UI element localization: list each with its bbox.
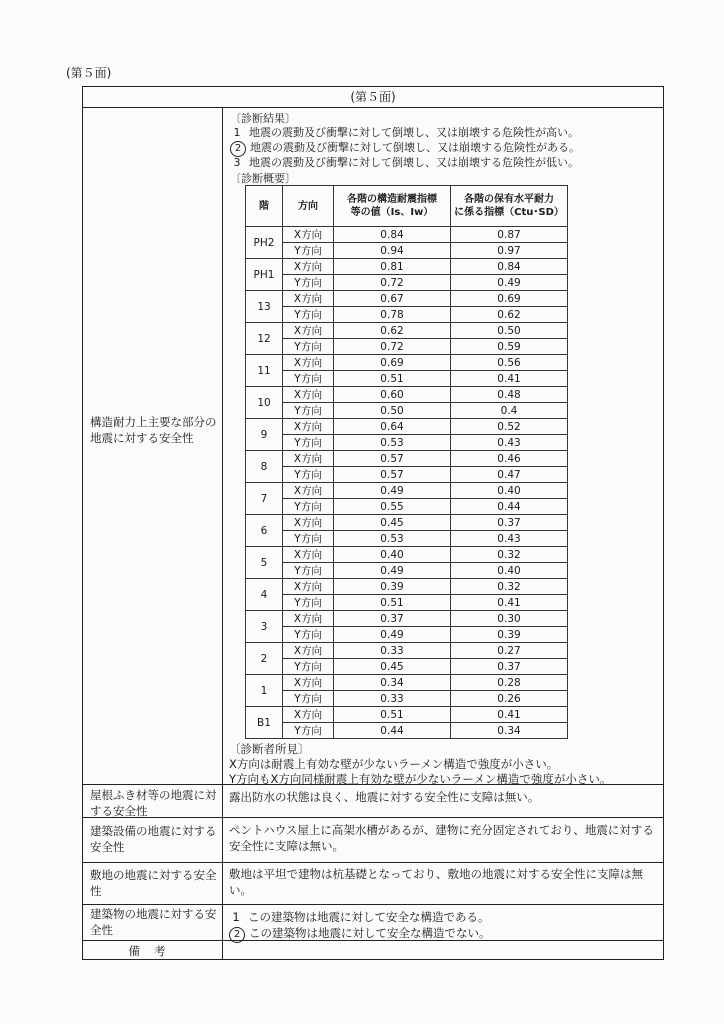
result-item: [230, 156, 579, 170]
cell-y-is: 0.49: [334, 563, 451, 579]
cell-x-dir: X方向: [283, 643, 334, 659]
cell-x-dir: X方向: [283, 483, 334, 499]
floor-cell: B1: [246, 707, 283, 739]
column-divider: [222, 108, 223, 960]
table-row: [246, 643, 568, 659]
table-row: [246, 371, 568, 387]
table-row: [246, 291, 568, 307]
cell-x-is: 0.40: [334, 547, 451, 563]
cell-x-dir: X方向: [283, 707, 334, 723]
site-value: 敷地は平坦で建物は杭基礎となっており、敷地の地震に対する安全性に支障は無い。: [229, 867, 643, 897]
cell-x-ctu: 0.28: [451, 675, 568, 691]
cell-x-ctu: 0.30: [451, 611, 568, 627]
table-row: [246, 435, 568, 451]
cell-x-dir: X方向: [283, 291, 334, 307]
row-divider: [82, 904, 664, 905]
cell-y-is: 0.49: [334, 627, 451, 643]
cell-x-ctu: 0.27: [451, 643, 568, 659]
cell-x-dir: X方向: [283, 355, 334, 371]
floor-cell: 11: [246, 355, 283, 387]
cell-y-is: 0.72: [334, 275, 451, 291]
cell-x-ctu: 0.50: [451, 323, 568, 339]
cell-x-dir: X方向: [283, 451, 334, 467]
floor-cell: 7: [246, 483, 283, 515]
option-mark: 1: [232, 910, 240, 924]
cell-x-ctu: 0.40: [451, 483, 568, 499]
cell-y-dir: Y方向: [283, 339, 334, 355]
cell-y-ctu: 0.37: [451, 659, 568, 675]
cell-y-is: 0.33: [334, 691, 451, 707]
cell-y-dir: Y方向: [283, 243, 334, 259]
table-row: [246, 499, 568, 515]
cell-x-ctu: 0.37: [451, 515, 568, 531]
cell-x-is: 0.37: [334, 611, 451, 627]
opinion-line-1: X方向は耐震上有効な壁が少ないラーメン構造で強度が小さい。: [229, 757, 559, 771]
building-options: [229, 909, 491, 943]
building-option: [229, 925, 491, 943]
cell-x-dir: X方向: [283, 419, 334, 435]
table-row: [246, 339, 568, 355]
table-row: [246, 307, 568, 323]
cell-y-ctu: 0.62: [451, 307, 568, 323]
cell-y-is: 0.94: [334, 243, 451, 259]
cell-y-dir: Y方向: [283, 371, 334, 387]
page-label: (第５面): [66, 66, 112, 80]
cell-y-dir: Y方向: [283, 563, 334, 579]
table-row: [246, 275, 568, 291]
floor-cell: PH1: [246, 259, 283, 291]
diagnosis-table: [245, 185, 568, 739]
cell-y-dir: Y方向: [283, 659, 334, 675]
table-row: [246, 595, 568, 611]
cell-x-dir: X方向: [283, 515, 334, 531]
cell-y-is: 0.72: [334, 339, 451, 355]
floor-cell: PH2: [246, 227, 283, 259]
table-row: [246, 467, 568, 483]
cell-x-ctu: 0.52: [451, 419, 568, 435]
table-row: [246, 419, 568, 435]
cell-x-dir: X方向: [283, 259, 334, 275]
floor-cell: 4: [246, 579, 283, 611]
cell-y-ctu: 0.26: [451, 691, 568, 707]
cell-y-is: 0.51: [334, 371, 451, 387]
header-is: [334, 186, 451, 227]
option-text: この建築物は地震に対して安全な構造である。: [248, 910, 490, 924]
table-row: [246, 531, 568, 547]
cell-x-is: 0.45: [334, 515, 451, 531]
option-text: この建築物は地震に対して安全な構造でない。: [249, 926, 491, 940]
results-heading: 〔診断結果〕: [230, 112, 296, 125]
cell-x-ctu: 0.87: [451, 227, 568, 243]
summary-heading: 〔診断概要〕: [230, 172, 296, 185]
roof-value: 露出防水の状態は良く、地震に対する安全性に支障は無い。: [229, 790, 540, 804]
cell-y-ctu: 0.4: [451, 403, 568, 419]
cell-y-ctu: 0.49: [451, 275, 568, 291]
result-text: 地震の震動及び衝撃に対して倒壊し、又は崩壊する危険性が高い。: [249, 126, 579, 139]
table-row: [246, 515, 568, 531]
table-row: [246, 355, 568, 371]
floor-cell: 12: [246, 323, 283, 355]
cell-x-is: 0.49: [334, 483, 451, 499]
table-row: [246, 403, 568, 419]
cell-y-is: 0.78: [334, 307, 451, 323]
table-row: [246, 563, 568, 579]
cell-x-ctu: 0.41: [451, 707, 568, 723]
table-row: [246, 723, 568, 739]
table-row: [246, 259, 568, 275]
table-row: [246, 227, 568, 243]
cell-y-is: 0.53: [334, 435, 451, 451]
table-row: [246, 707, 568, 723]
cell-y-ctu: 0.44: [451, 499, 568, 515]
option-mark-circled: 2: [229, 927, 245, 943]
cell-x-ctu: 0.56: [451, 355, 568, 371]
cell-y-is: 0.44: [334, 723, 451, 739]
cell-x-is: 0.51: [334, 707, 451, 723]
cell-y-ctu: 0.47: [451, 467, 568, 483]
building-label: 建築物の地震に対する安全性: [90, 907, 217, 937]
cell-y-ctu: 0.41: [451, 371, 568, 387]
cell-x-dir: X方向: [283, 387, 334, 403]
table-row: [246, 451, 568, 467]
cell-x-ctu: 0.46: [451, 451, 568, 467]
cell-x-is: 0.81: [334, 259, 451, 275]
cell-y-ctu: 0.43: [451, 531, 568, 547]
cell-y-dir: Y方向: [283, 499, 334, 515]
cell-x-dir: X方向: [283, 547, 334, 563]
cell-y-dir: Y方向: [283, 723, 334, 739]
header-ctu-line2: に係る指標（Ctu･SD）: [454, 207, 564, 218]
cell-y-dir: Y方向: [283, 531, 334, 547]
cell-y-is: 0.53: [334, 531, 451, 547]
header-ctu: [451, 186, 568, 227]
floor-cell: 8: [246, 451, 283, 483]
table-row: [246, 547, 568, 563]
floor-cell: 2: [246, 643, 283, 675]
cell-y-is: 0.57: [334, 467, 451, 483]
floor-cell: 6: [246, 515, 283, 547]
opinion-heading: 〔診断者所見〕: [229, 742, 310, 756]
result-mark: 3: [233, 156, 241, 169]
cell-y-ctu: 0.39: [451, 627, 568, 643]
opinion-block: [229, 742, 611, 787]
table-row: [246, 691, 568, 707]
cell-y-ctu: 0.41: [451, 595, 568, 611]
cell-x-dir: X方向: [283, 675, 334, 691]
cell-y-ctu: 0.97: [451, 243, 568, 259]
form-header: (第５面): [82, 86, 664, 108]
cell-y-ctu: 0.40: [451, 563, 568, 579]
cell-x-is: 0.34: [334, 675, 451, 691]
result-text: 地震の震動及び衝撃に対して倒壊し、又は崩壊する危険性が低い。: [249, 156, 579, 169]
table-row: [246, 579, 568, 595]
cell-x-is: 0.57: [334, 451, 451, 467]
header-is-line1: 各階の構造耐震指標: [347, 194, 437, 205]
cell-y-ctu: 0.59: [451, 339, 568, 355]
table-row: [246, 627, 568, 643]
table-row: [246, 483, 568, 499]
cell-x-is: 0.84: [334, 227, 451, 243]
floor-cell: 13: [246, 291, 283, 323]
cell-y-dir: Y方向: [283, 595, 334, 611]
result-mark-circled: 2: [230, 141, 246, 157]
cell-y-is: 0.55: [334, 499, 451, 515]
header-floor: 階: [246, 186, 283, 227]
floor-cell: 9: [246, 419, 283, 451]
floor-cell: 1: [246, 675, 283, 707]
result-text: 地震の震動及び衝撃に対して倒壊し、又は崩壊する危険性がある。: [250, 141, 580, 154]
cell-x-ctu: 0.32: [451, 547, 568, 563]
cell-y-dir: Y方向: [283, 691, 334, 707]
cell-x-dir: X方向: [283, 611, 334, 627]
site-label: 敷地の地震に対する安全性: [90, 868, 217, 898]
structure-label: 構造耐力上主要な部分の地震に対する安全性: [90, 415, 217, 445]
row-divider: [82, 862, 664, 863]
cell-y-dir: Y方向: [283, 627, 334, 643]
table-row: [246, 611, 568, 627]
table-row: [246, 387, 568, 403]
cell-y-is: 0.50: [334, 403, 451, 419]
cell-x-ctu: 0.32: [451, 579, 568, 595]
cell-x-is: 0.33: [334, 643, 451, 659]
cell-x-is: 0.64: [334, 419, 451, 435]
floor-cell: 3: [246, 611, 283, 643]
cell-x-dir: X方向: [283, 323, 334, 339]
cell-y-ctu: 0.34: [451, 723, 568, 739]
cell-y-dir: Y方向: [283, 467, 334, 483]
cell-x-is: 0.62: [334, 323, 451, 339]
building-option: [229, 909, 491, 925]
roof-label: 屋根ふき材等の地震に対する安全性: [90, 788, 217, 818]
cell-x-is: 0.60: [334, 387, 451, 403]
cell-x-is: 0.39: [334, 579, 451, 595]
cell-y-dir: Y方向: [283, 275, 334, 291]
cell-y-dir: Y方向: [283, 403, 334, 419]
table-row: [246, 675, 568, 691]
cell-x-dir: X方向: [283, 579, 334, 595]
remarks-label: 備考: [128, 944, 180, 958]
opinion-line-2: Y方向もX方向同様耐震上有効な壁が少ないラーメン構造で強度が小さい。: [229, 772, 612, 786]
header-is-line2: 等の値（Is、Iw）: [350, 207, 434, 218]
cell-x-ctu: 0.48: [451, 387, 568, 403]
header-direction: 方向: [283, 186, 334, 227]
cell-x-is: 0.67: [334, 291, 451, 307]
cell-x-ctu: 0.69: [451, 291, 568, 307]
table-row: [246, 243, 568, 259]
floor-cell: 10: [246, 387, 283, 419]
result-item: [230, 141, 580, 157]
cell-x-dir: X方向: [283, 227, 334, 243]
table-row: [246, 659, 568, 675]
result-item: [230, 126, 579, 140]
cell-y-dir: Y方向: [283, 435, 334, 451]
equipment-label: 建築設備の地震に対する安全性: [90, 824, 217, 854]
equipment-value: ペントハウス屋上に高架水槽があるが、建物に充分固定されており、地震に対する安全性に支障は無い。: [229, 823, 654, 853]
cell-y-is: 0.45: [334, 659, 451, 675]
cell-y-dir: Y方向: [283, 307, 334, 323]
cell-y-is: 0.51: [334, 595, 451, 611]
floor-cell: 5: [246, 547, 283, 579]
cell-y-ctu: 0.43: [451, 435, 568, 451]
header-ctu-line1: 各階の保有水平耐力: [464, 194, 554, 205]
cell-x-is: 0.69: [334, 355, 451, 371]
result-mark: 1: [233, 126, 241, 139]
cell-x-ctu: 0.84: [451, 259, 568, 275]
table-row: [246, 323, 568, 339]
